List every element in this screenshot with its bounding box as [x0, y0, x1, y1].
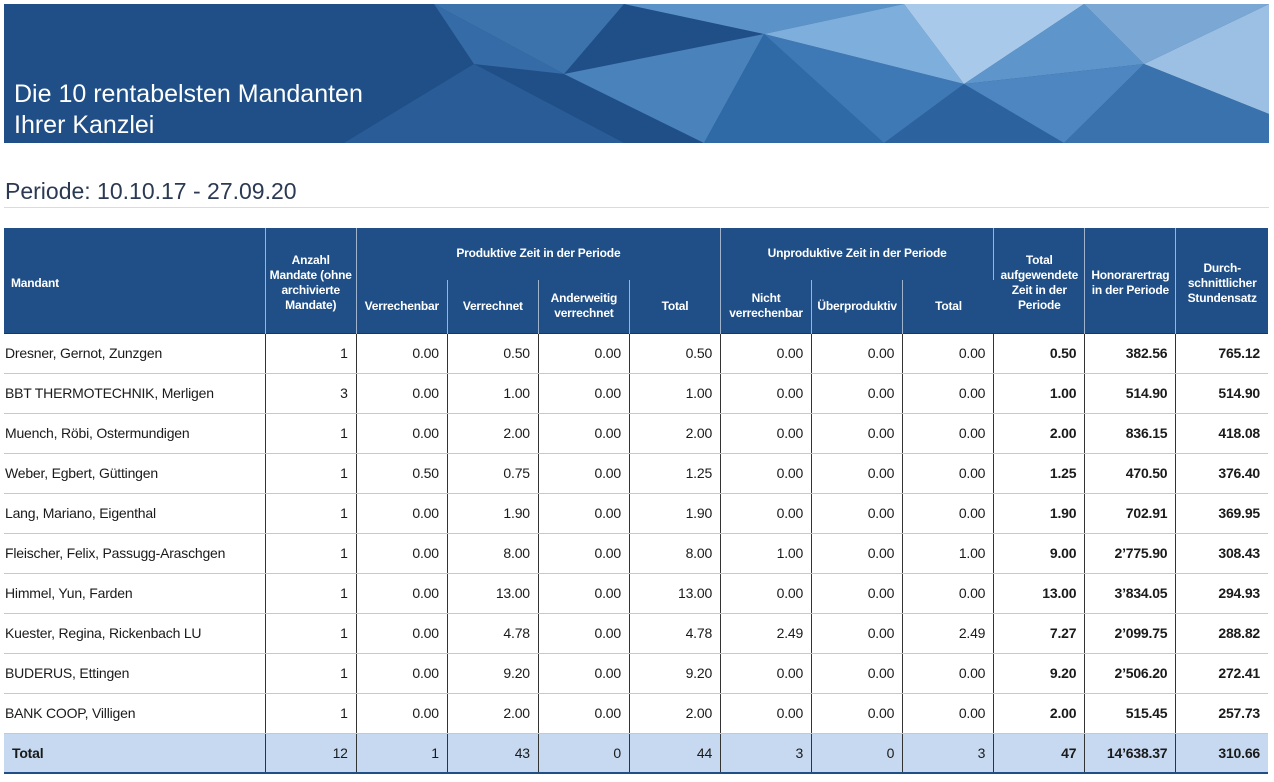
cell-ueberproduktiv: 0.00: [812, 493, 903, 533]
cell-total-zeit: 0.50: [994, 333, 1085, 373]
table-body: [4, 333, 1268, 773]
cell-verrechnet: 4.78: [447, 613, 538, 653]
cell-stundensatz: 765.12: [1176, 333, 1268, 373]
cell-total-zeit: 47: [994, 733, 1085, 773]
cell-nicht-verrechenbar: 0.00: [721, 573, 812, 613]
cell-anderweitig: 0.00: [538, 453, 629, 493]
cell-verrechnet: 0.50: [447, 333, 538, 373]
cell-anzahl: 1: [265, 453, 356, 493]
cell-total-zeit: 1.25: [994, 453, 1085, 493]
cell-verrechnet: 1.90: [447, 493, 538, 533]
cell-verrechenbar: 0.00: [356, 613, 447, 653]
cell-ueberproduktiv: 0.00: [812, 653, 903, 693]
cell-verrechenbar: 0.00: [356, 533, 447, 573]
cell-total-prod: 1.90: [629, 493, 720, 533]
cell-total-unprod: 2.49: [903, 613, 994, 653]
cell-total-zeit: 7.27: [994, 613, 1085, 653]
cell-nicht-verrechenbar: 3: [721, 733, 812, 773]
cell-honorarertrag: 3’834.05: [1085, 573, 1176, 613]
cell-ueberproduktiv: 0: [812, 733, 903, 773]
cell-total-zeit: 9.00: [994, 533, 1085, 573]
cell-verrechenbar: 0.50: [356, 453, 447, 493]
col-header-mandant: Mandant: [4, 228, 265, 333]
table-row: [4, 493, 1268, 533]
col-header-verrechenbar: Verrechenbar: [356, 280, 447, 333]
cell-total-prod: 1.25: [629, 453, 720, 493]
cell-ueberproduktiv: 0.00: [812, 333, 903, 373]
cell-mandant: Total: [4, 733, 265, 773]
cell-anzahl: 12: [265, 733, 356, 773]
cell-total-prod: 44: [629, 733, 720, 773]
cell-total-zeit: 1.00: [994, 373, 1085, 413]
cell-anderweitig: 0.00: [538, 413, 629, 453]
cell-stundensatz: 272.41: [1176, 653, 1268, 693]
report-title-line1: Die 10 rentabelsten Mandanten: [14, 80, 363, 108]
cell-verrechenbar: 0.00: [356, 653, 447, 693]
col-header-nicht-verrechenbar: Nicht verrechenbar: [721, 280, 812, 333]
cell-total-unprod: 0.00: [903, 573, 994, 613]
cell-honorarertrag: 2’099.75: [1085, 613, 1176, 653]
cell-total-zeit: 9.20: [994, 653, 1085, 693]
cell-honorarertrag: 836.15: [1085, 413, 1176, 453]
group-header-unproduktiv: Unproduktive Zeit in der Periode: [721, 228, 994, 280]
cell-anderweitig: 0.00: [538, 573, 629, 613]
cell-ueberproduktiv: 0.00: [812, 413, 903, 453]
cell-anzahl: 1: [265, 333, 356, 373]
cell-mandant: Weber, Egbert, Güttingen: [4, 453, 265, 493]
cell-total-prod: 13.00: [629, 573, 720, 613]
cell-total-unprod: 0.00: [903, 413, 994, 453]
cell-stundensatz: 294.93: [1176, 573, 1268, 613]
period-label: Periode: 10.10.17 - 27.09.20: [5, 178, 297, 204]
cell-anzahl: 1: [265, 693, 356, 733]
cell-mandant: Fleischer, Felix, Passugg-Araschgen: [4, 533, 265, 573]
cell-verrechenbar: 0.00: [356, 413, 447, 453]
cell-stundensatz: 308.43: [1176, 533, 1268, 573]
cell-stundensatz: 310.66: [1176, 733, 1268, 773]
cell-verrechenbar: 0.00: [356, 693, 447, 733]
cell-verrechenbar: 0.00: [356, 333, 447, 373]
cell-total-zeit: 1.90: [994, 493, 1085, 533]
cell-total-unprod: 0.00: [903, 373, 994, 413]
cell-total-zeit: 13.00: [994, 573, 1085, 613]
cell-total-unprod: 0.00: [903, 653, 994, 693]
cell-anderweitig: 0.00: [538, 613, 629, 653]
cell-ueberproduktiv: 0.00: [812, 613, 903, 653]
cell-anzahl: 3: [265, 373, 356, 413]
cell-total-unprod: 1.00: [903, 533, 994, 573]
cell-honorarertrag: 14’638.37: [1085, 733, 1176, 773]
cell-total-zeit: 2.00: [994, 413, 1085, 453]
cell-anderweitig: 0.00: [538, 373, 629, 413]
cell-honorarertrag: 515.45: [1085, 693, 1176, 733]
col-header-verrechnet: Verrechnet: [447, 280, 538, 333]
cell-anderweitig: 0.00: [538, 493, 629, 533]
cell-stundensatz: 288.82: [1176, 613, 1268, 653]
cell-nicht-verrechenbar: 0.00: [721, 413, 812, 453]
cell-nicht-verrechenbar: 0.00: [721, 373, 812, 413]
cell-verrechnet: 43: [447, 733, 538, 773]
cell-verrechnet: 8.00: [447, 533, 538, 573]
cell-mandant: BANK COOP, Villigen: [4, 693, 265, 733]
cell-anderweitig: 0.00: [538, 333, 629, 373]
table-row: [4, 413, 1268, 453]
cell-nicht-verrechenbar: 0.00: [721, 653, 812, 693]
cell-anzahl: 1: [265, 653, 356, 693]
cell-mandant: BUDERUS, Ettingen: [4, 653, 265, 693]
cell-verrechnet: 13.00: [447, 573, 538, 613]
cell-honorarertrag: 2’775.90: [1085, 533, 1176, 573]
cell-mandant: Himmel, Yun, Farden: [4, 573, 265, 613]
cell-ueberproduktiv: 0.00: [812, 373, 903, 413]
cell-total-prod: 9.20: [629, 653, 720, 693]
cell-anderweitig: 0: [538, 733, 629, 773]
table-row: [4, 693, 1268, 733]
cell-nicht-verrechenbar: 2.49: [721, 613, 812, 653]
cell-anderweitig: 0.00: [538, 693, 629, 733]
cell-nicht-verrechenbar: 1.00: [721, 533, 812, 573]
total-row: [4, 733, 1268, 773]
col-header-total-unprod: Total: [903, 280, 994, 333]
col-header-total-prod: Total: [629, 280, 720, 333]
cell-total-unprod: 0.00: [903, 333, 994, 373]
cell-total-prod: 2.00: [629, 693, 720, 733]
cell-verrechnet: 2.00: [447, 693, 538, 733]
table-row: [4, 573, 1268, 613]
cell-stundensatz: 369.95: [1176, 493, 1268, 533]
cell-ueberproduktiv: 0.00: [812, 693, 903, 733]
cell-anzahl: 1: [265, 533, 356, 573]
period-divider: [4, 207, 1269, 208]
col-header-ueberproduktiv: Überproduktiv: [812, 280, 903, 333]
cell-total-unprod: 0.00: [903, 453, 994, 493]
report-banner: [4, 4, 1269, 143]
cell-total-prod: 1.00: [629, 373, 720, 413]
cell-nicht-verrechenbar: 0.00: [721, 493, 812, 533]
top-clients-table: [4, 228, 1268, 774]
cell-total-unprod: 3: [903, 733, 994, 773]
table-row: [4, 453, 1268, 493]
cell-mandant: BBT THERMOTECHNIK, Merligen: [4, 373, 265, 413]
table-row: [4, 613, 1268, 653]
table-row: [4, 333, 1268, 373]
cell-anzahl: 1: [265, 493, 356, 533]
table-row: [4, 373, 1268, 413]
cell-stundensatz: 376.40: [1176, 453, 1268, 493]
cell-total-prod: 8.00: [629, 533, 720, 573]
cell-ueberproduktiv: 0.00: [812, 453, 903, 493]
cell-anzahl: 1: [265, 413, 356, 453]
cell-verrechenbar: 1: [356, 733, 447, 773]
cell-verrechenbar: 0.00: [356, 573, 447, 613]
cell-anzahl: 1: [265, 613, 356, 653]
cell-nicht-verrechenbar: 0.00: [721, 453, 812, 493]
col-header-anzahl: Anzahl Mandate (ohne archivierte Mandate): [265, 228, 356, 333]
cell-honorarertrag: 514.90: [1085, 373, 1176, 413]
col-header-stundensatz: Durch-schnittlicher Stundensatz: [1176, 228, 1268, 333]
cell-nicht-verrechenbar: 0.00: [721, 693, 812, 733]
cell-honorarertrag: 702.91: [1085, 493, 1176, 533]
col-header-total-zeit: Total aufgewendete Zeit in der Periode: [994, 228, 1085, 333]
report-title: [14, 79, 363, 141]
cell-total-zeit: 2.00: [994, 693, 1085, 733]
cell-total-prod: 0.50: [629, 333, 720, 373]
cell-total-unprod: 0.00: [903, 693, 994, 733]
cell-stundensatz: 257.73: [1176, 693, 1268, 733]
table-row: [4, 533, 1268, 573]
group-header-produktiv: Produktive Zeit in der Periode: [356, 228, 720, 280]
cell-nicht-verrechenbar: 0.00: [721, 333, 812, 373]
cell-mandant: Muench, Röbi, Ostermundigen: [4, 413, 265, 453]
cell-anderweitig: 0.00: [538, 533, 629, 573]
cell-ueberproduktiv: 0.00: [812, 533, 903, 573]
cell-verrechnet: 1.00: [447, 373, 538, 413]
cell-anderweitig: 0.00: [538, 653, 629, 693]
cell-total-unprod: 0.00: [903, 493, 994, 533]
cell-stundensatz: 418.08: [1176, 413, 1268, 453]
cell-mandant: Kuester, Regina, Rickenbach LU: [4, 613, 265, 653]
col-header-honorarertrag: Honorarertrag in der Periode: [1085, 228, 1176, 333]
report-title-line2: Ihrer Kanzlei: [14, 111, 155, 139]
cell-honorarertrag: 470.50: [1085, 453, 1176, 493]
cell-mandant: Lang, Mariano, Eigenthal: [4, 493, 265, 533]
cell-honorarertrag: 2’506.20: [1085, 653, 1176, 693]
cell-ueberproduktiv: 0.00: [812, 573, 903, 613]
cell-mandant: Dresner, Gernot, Zunzgen: [4, 333, 265, 373]
cell-total-prod: 2.00: [629, 413, 720, 453]
col-header-anderweitig: Anderweitig verrechnet: [538, 280, 629, 333]
cell-honorarertrag: 382.56: [1085, 333, 1176, 373]
cell-verrechenbar: 0.00: [356, 493, 447, 533]
cell-verrechnet: 9.20: [447, 653, 538, 693]
cell-anzahl: 1: [265, 573, 356, 613]
cell-total-prod: 4.78: [629, 613, 720, 653]
cell-verrechenbar: 0.00: [356, 373, 447, 413]
table-row: [4, 653, 1268, 693]
cell-verrechnet: 0.75: [447, 453, 538, 493]
cell-verrechnet: 2.00: [447, 413, 538, 453]
cell-stundensatz: 514.90: [1176, 373, 1268, 413]
